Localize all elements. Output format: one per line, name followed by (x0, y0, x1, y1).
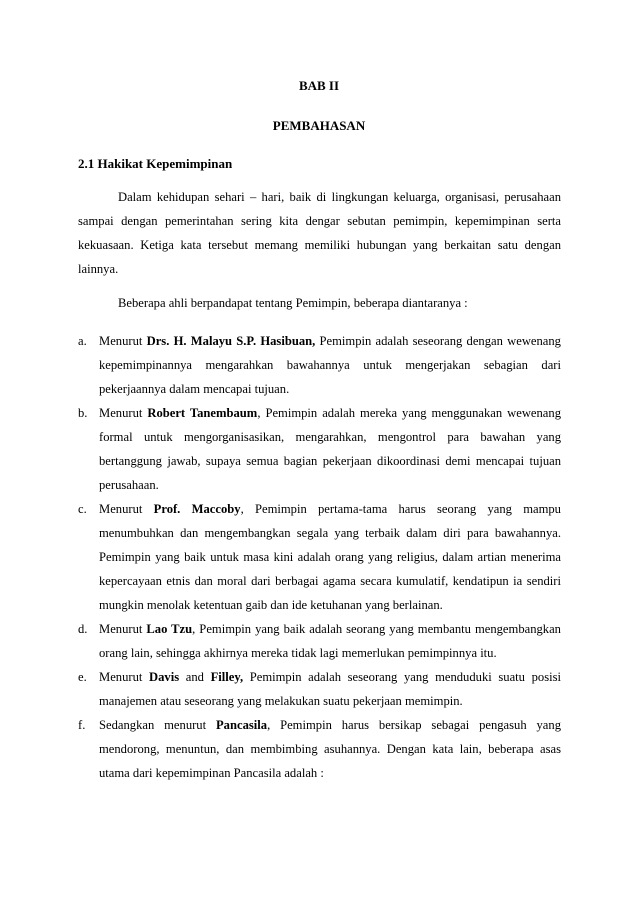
expert-name: Lao Tzu (146, 622, 193, 636)
expert-name: Drs. H. Malayu S.P. Hasibuan, (146, 334, 316, 348)
item-text: Pemimpin adalah seseorang dengan wewenang kepemimpinannya mengarahkan bawahannya untuk mengerjakan sebagian dari pekerjaannya dalam mencapai tujuan. (99, 334, 561, 396)
item-text: Menurut (99, 406, 148, 420)
expert-name: Pancasila (215, 718, 268, 732)
page-heading: PEMBAHASAN (272, 118, 366, 133)
item-text: , Pemimpin pertama-tama harus seorang yang mampu menumbuhkan dan mengembangkan segala yang terbaik dalam diri para bawahannya. Pemimpin yang baik untuk masa kini adalah orang yang religius, dalam artian menerima kepercayaan etnis dan moral dari berbagai agama secara kumulatif, kendatipun ia sendiri mungkin menolak ketentuan gaib dan ide ketuhanan yang berlainan. (99, 502, 561, 612)
item-text: , Pemimpin adalah mereka yang menggunakan wewenang formal untuk mengorganisasikan, mengarahkan, mengontrol para bawahan yang bertanggung jawab, supaya semua bagian pekerjaan dikoordinasi demi mencapai tujuan perusahaan. (99, 406, 561, 492)
list-item (78, 713, 561, 785)
expert-name: Filley, (210, 670, 244, 684)
item-text: and (179, 670, 211, 684)
list-item (78, 401, 561, 497)
item-text: Pemimpin adalah seseorang yang menduduki suatu posisi manajemen atau seseorang yang melakukan suatu pekerjaan memimpin. (99, 670, 561, 708)
item-text: Sedangkan menurut (99, 718, 216, 732)
chapter-title: BAB II (298, 78, 340, 93)
expert-name: Robert Tanembaum (147, 406, 258, 420)
item-text: Menurut (99, 334, 147, 348)
item-text: Menurut (99, 670, 150, 684)
list-marker: c. (78, 502, 87, 516)
list-item (78, 665, 561, 713)
item-text: , Pemimpin yang baik adalah seorang yang membantu mengembangkan orang lain, sehingga akhirnya mereka tidak lagi memerlukan pemimpinnya itu. (99, 622, 561, 660)
list-marker: a. (78, 334, 87, 348)
list-marker: d. (78, 622, 88, 636)
definition-list (78, 329, 561, 785)
section-title: 2.1 Hakikat Kepemimpinan (78, 156, 233, 171)
list-marker: f. (78, 718, 86, 732)
list-item (78, 497, 561, 617)
list-item (78, 617, 561, 665)
list-marker: b. (78, 406, 88, 420)
item-text: , Pemimpin harus bersikap sebagai pengasuh yang mendorong, menuntun, dan membimbing asuhannya. Dengan kata lain, beberapa asas utama dari kepemimpinan Pancasila adalah : (99, 718, 561, 780)
expert-name: Prof. Maccoby (153, 502, 241, 516)
list-item (78, 329, 561, 401)
item-text: Menurut (99, 502, 154, 516)
intro-paragraph: Dalam kehidupan sehari – hari, baik di lingkungan keluarga, organisasi, perusahaan sampai dengan pemerintahan sering kita dengar sebutan pemimpin, kepemimpinan serta kekuasaan. Ketiga kata tersebut memang memiliki hubungan yang berkaitan satu dengan lainnya. (78, 190, 561, 276)
expert-name: Davis (149, 670, 180, 684)
item-text: Menurut (99, 622, 147, 636)
experts-intro-paragraph: Beberapa ahli berpandapat tentang Pemimpin, beberapa diantaranya : (118, 296, 468, 310)
list-marker: e. (78, 670, 87, 684)
